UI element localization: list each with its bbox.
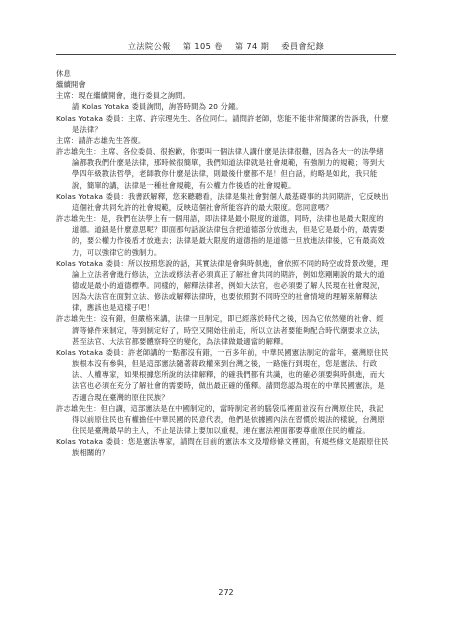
paragraph-recess: 休息 [56, 69, 71, 78]
paragraph-speech: Kolas Yotaka 委員：您是憲法專家，請問在目前的憲法本文及增修條文裡面，有規些條文是跟原住民族相關的？ [56, 437, 389, 458]
paragraph-speech: 許志雄先生：沒有錯，但嚴格來講，法律一旦制定，即已經落於時代之後，因為它依然變的社會、經濟等條件來制定，等到制定好了，時空又開始往前走，所以立法者要能夠配合時代潮要求立法，甚至法官、大法官都要體察時空的變化，為法律做最適當的解釋。 [56, 314, 385, 346]
paragraph-resume: 繼續開會 [56, 80, 86, 90]
section-name: 委員會紀錄 [281, 41, 325, 51]
paragraph-speech: Kolas Yotaka 委員：主席、許宗理先生、各位同仁。請問許老師，您能不能非常簡潔的告訴我，什麼是法律？ [56, 113, 389, 134]
header-divider [56, 54, 396, 55]
issue-number: 第 74 期 [234, 41, 270, 51]
page-header [56, 40, 396, 52]
page-number: 272 [218, 588, 234, 597]
paragraph-speech: 許志雄先生：主席、各位委員、很抱歉，你要叫一個法律人講什麼是法律很難，因為各大一的法學緒論都教我們什麼是法律，那時候很簡單，我們知道法律就是社會規範，有強制力的規範；等到大學四年級教法哲學，老師教你什麼是法律，則最後什麼都不是！但白話，約略是如此，我只能說，簡單的講，法律是一種社會規範，有公權力作後盾的社會規範。 [56, 147, 385, 190]
paragraph-chair-reply: 主席：請許志雄先生答復。 [56, 135, 146, 145]
paragraph-speech: Kolas Yotaka 委員：所以按照您說的話，其實法律是會與時俱進，會依照不同的時空或背景改變，理論上立法者會進行修法，立法或修法者必須真正了解社會共同的期許，例如您剛剛說的最大的道德或是最小的道德標準。同樣的，解釋法律者，例如大法官，也必須要了解人民現在社會現況，因為大法官在面對立法、修法或解釋法律時，也要依照對不同時空的社會情境的理解來解釋法律，應該也是這樣子吧！ [56, 258, 389, 313]
volume-number: 第 105 卷 [182, 41, 223, 51]
transcript-body [56, 68, 390, 458]
paragraph-speech: 許志雄先生：是，我們在法學上有一個用語，即法律是最小限度的道德，同時，法律也是最大限度的道德。道鈕是什麼意思呢？即面那句話說法律包含把道德部分放進去，但是它是最小的，最需要的，要公權力作後盾才放進去；法律是最大限度的道德指的是道德一旦放進法律後，它有最高效力，可以強律它的強制力。 [56, 214, 385, 257]
journal-name: 立法院公報 [127, 41, 171, 51]
paragraph-speech: 許志雄先生：但白講，這部憲法是在中國制定的，當時制定者的腦袋瓜裡面並沒有台灣原住民，我記得以前原住民也有權擔任中華民國的民意代表，他們是依據國內法在習慣於規法的樣貌，台灣原住民是臺灣最早的主人，不止是法律上要加以重視，連在憲法裡面都要尊重原住民的權益。 [56, 403, 385, 435]
paragraph-speech: Kolas Yotaka 委員：許老師講的一點都沒有錯，一百多年前，中華民國憲法制定的當年，臺灣原住民族根本沒有參與，但是這部憲法隨著蔣政權來到台灣之後，一路施行到現在，您是憲法、行政法、人權專家，如果根據您所說的法律解釋，的確我們都有共識，也的確必須要與時俱進，而大法官也必須在充分了解社會的需要時，做出最正確的僅釋。請問您認為現在的中華民國憲法，是否適合現在臺灣的原住民族？ [56, 347, 389, 402]
paragraph-speech: Kolas Yotaka 委員：我書跃解釋，您來聽聽看，法律是集社會對個人最基礎事的共同期許，它反映出這個社會共同允許的社會規範，反映這個社會所能容許的最大限度。您同意嗎？ [56, 191, 389, 212]
paragraph-chair-invite: 請 Kolas Yotaka 委員詢問，詢答時間為 20 分鐘。 [72, 102, 243, 112]
paragraph-chair-open: 主席：現在繼續開會，進行委員之詢問。 [56, 91, 191, 101]
